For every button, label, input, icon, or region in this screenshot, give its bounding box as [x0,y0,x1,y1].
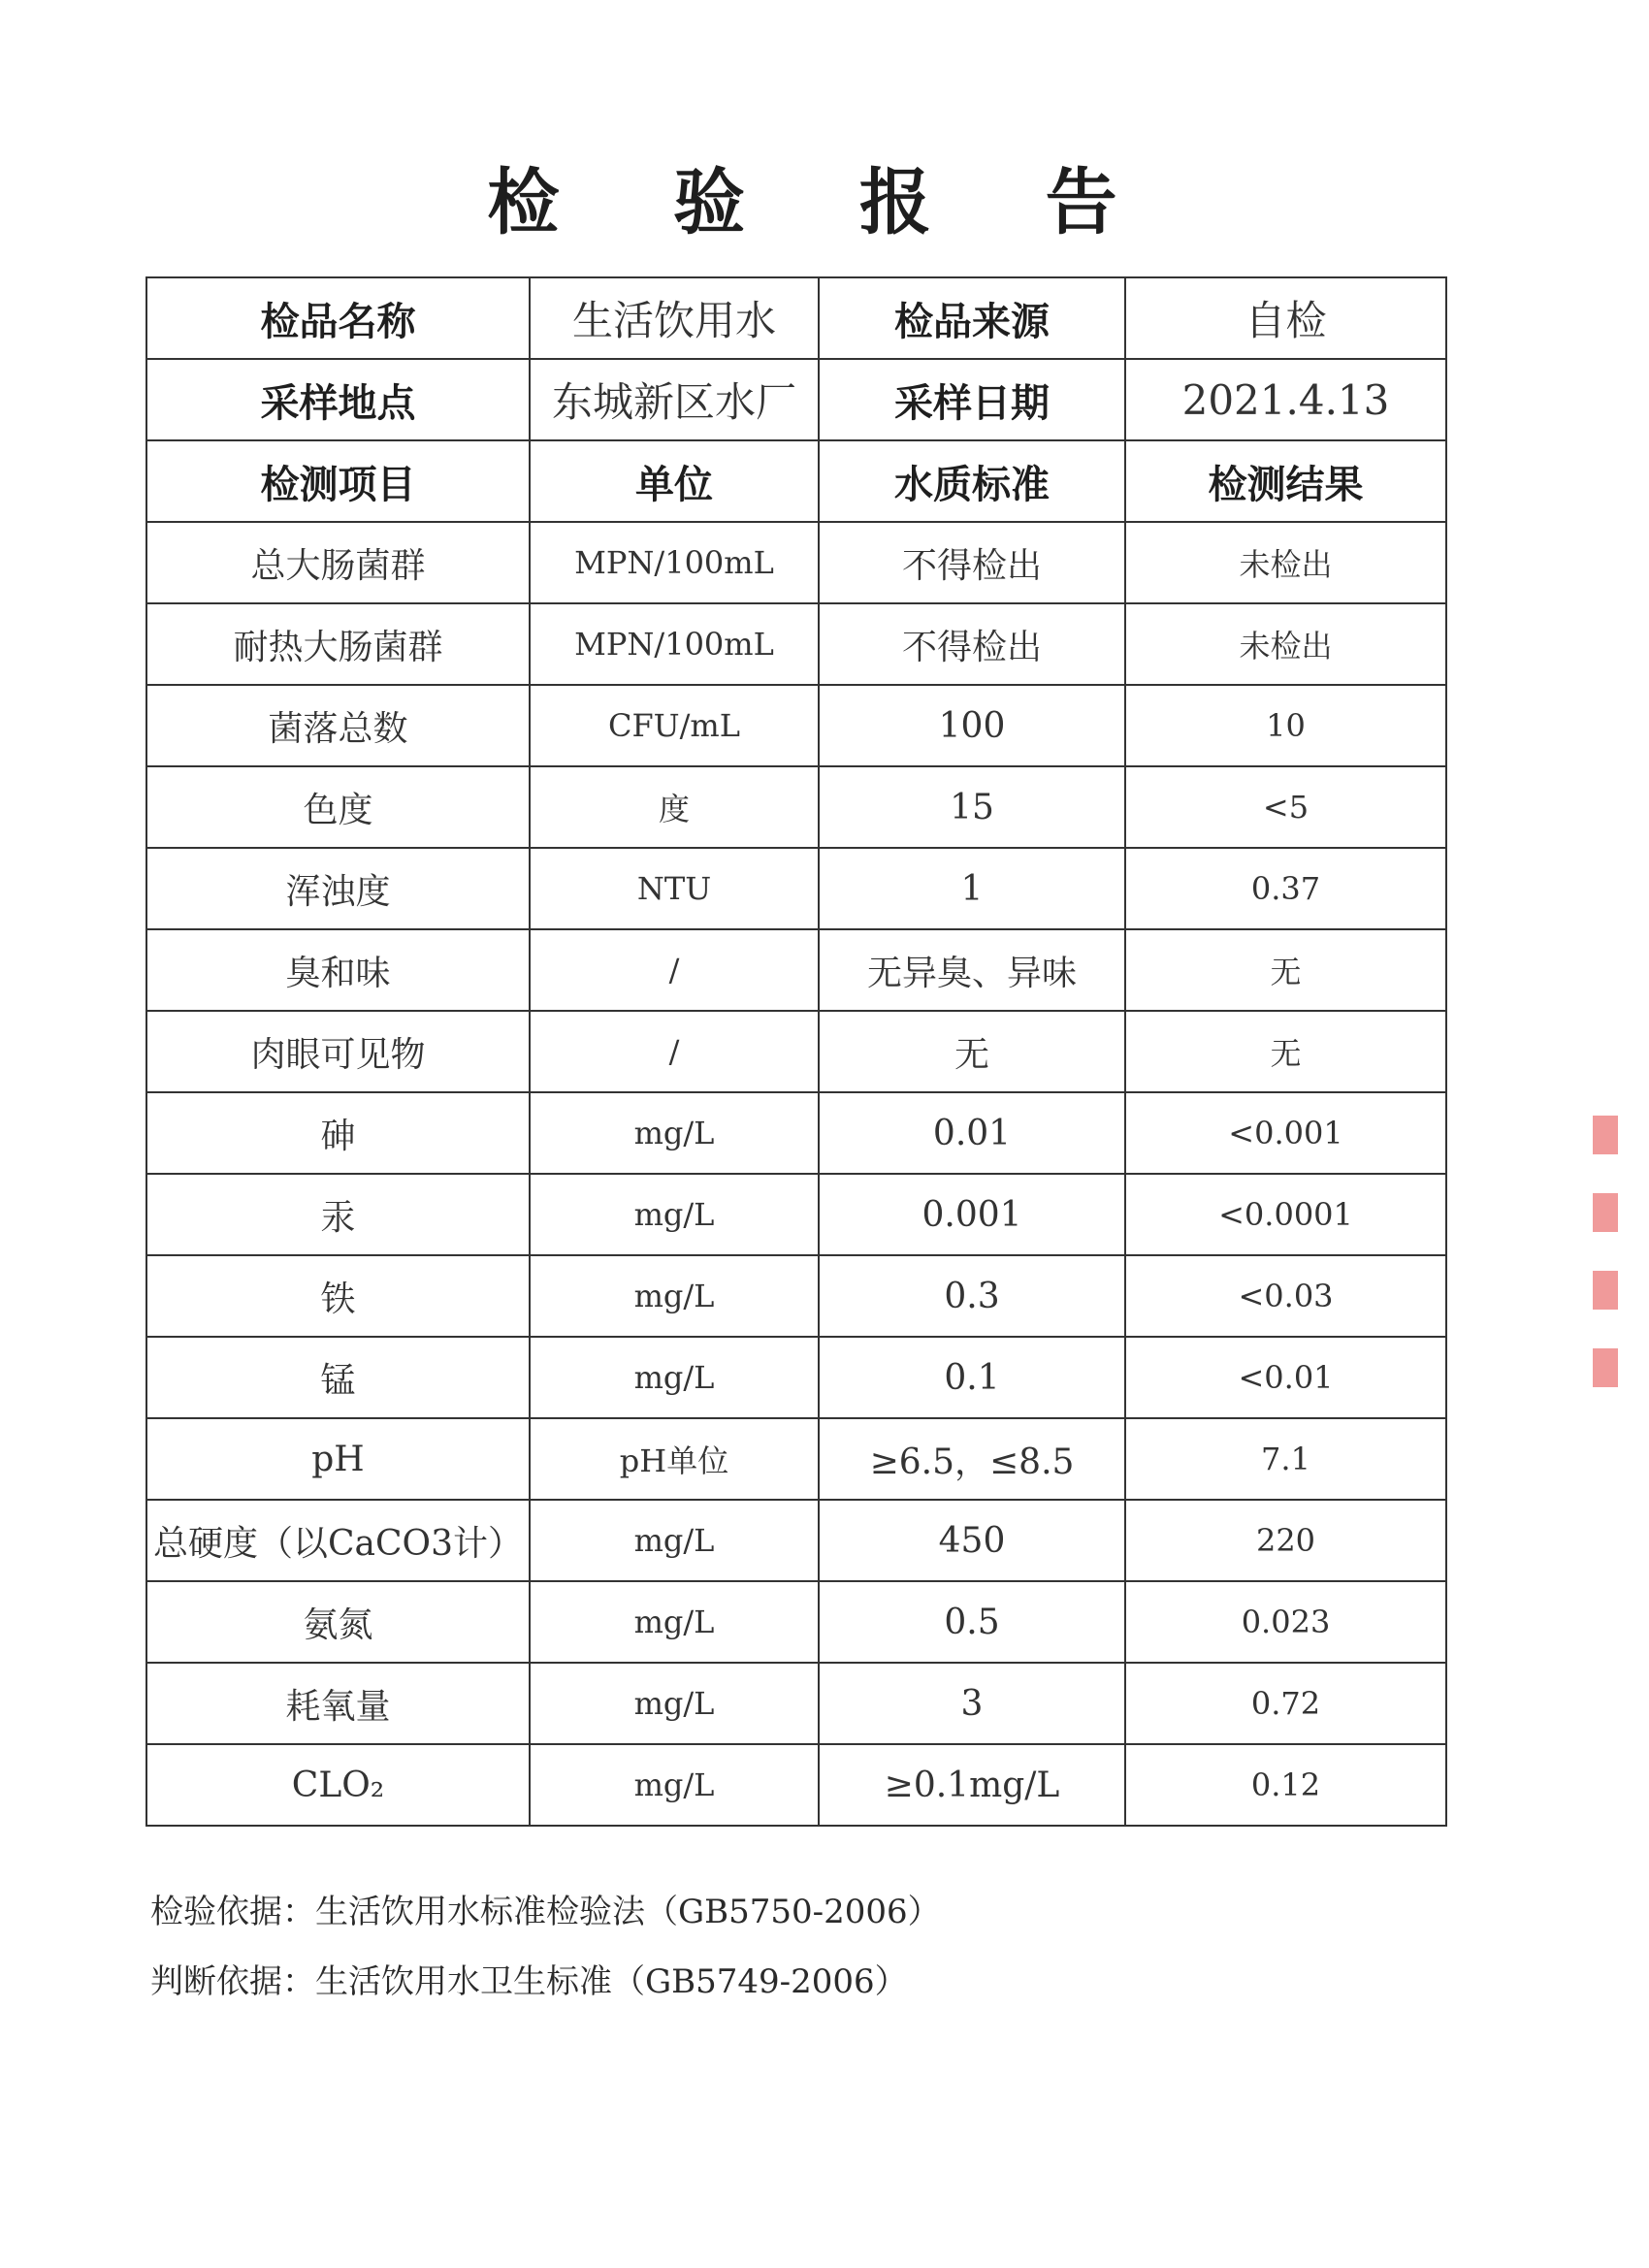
cell-result: <5 [1125,766,1446,848]
info-row-sampling [146,359,1446,440]
sample-name-value: 生活饮用水 [530,277,819,359]
red-seal-fragment [1593,1116,1618,1436]
cell-result: 0.72 [1125,1663,1446,1744]
cell-item: 氨氮 [146,1581,530,1663]
cell-result: 未检出 [1125,603,1446,685]
table-row [146,1337,1446,1418]
sample-source-value: 自检 [1125,277,1446,359]
cell-result: 7.1 [1125,1418,1446,1500]
cell-unit: mg/L [530,1092,819,1174]
cell-standard: 450 [819,1500,1125,1581]
table-row [146,1092,1446,1174]
cell-item: 臭和味 [146,929,530,1011]
cell-unit: / [530,929,819,1011]
cell-item: 汞 [146,1174,530,1255]
cell-result: 220 [1125,1500,1446,1581]
location-label: 采样地点 [146,359,530,440]
cell-item: 肉眼可见物 [146,1011,530,1092]
table-row [146,685,1446,766]
header-standard: 水质标准 [819,440,1125,522]
location-value: 东城新区水厂 [530,359,819,440]
cell-unit: mg/L [530,1744,819,1826]
cell-unit: NTU [530,848,819,929]
cell-item: 锰 [146,1337,530,1418]
cell-unit: MPN/100mL [530,603,819,685]
cell-unit: pH单位 [530,1418,819,1500]
cell-standard: 0.001 [819,1174,1125,1255]
header-item: 检测项目 [146,440,530,522]
table-row [146,1663,1446,1744]
cell-item: 浑浊度 [146,848,530,929]
cell-result: 0.023 [1125,1581,1446,1663]
cell-unit: 度 [530,766,819,848]
cell-result: 0.37 [1125,848,1446,929]
cell-item: 总大肠菌群 [146,522,530,603]
cell-unit: mg/L [530,1500,819,1581]
cell-unit: mg/L [530,1174,819,1255]
cell-result: 0.12 [1125,1744,1446,1826]
table-row [146,1011,1446,1092]
sample-name-label: 检品名称 [146,277,530,359]
judgment-note: 判断依据：生活饮用水卫生标准（GB5749-2006） [150,1962,908,2001]
cell-unit: mg/L [530,1663,819,1744]
cell-standard: 不得检出 [819,603,1125,685]
cell-item: 总硬度（以CaCO3计） [146,1500,530,1581]
cell-result: <0.0001 [1125,1174,1446,1255]
cell-standard: 0.3 [819,1255,1125,1337]
cell-standard: ≥6.5，≤8.5 [819,1418,1125,1500]
info-row-sample [146,277,1446,359]
sample-source-label: 检品来源 [819,277,1125,359]
cell-unit: mg/L [530,1337,819,1418]
basis-note: 检验依据：生活饮用水标准检验法（GB5750-2006） [150,1893,941,1931]
table-row [146,848,1446,929]
cell-standard: 无异臭、异味 [819,929,1125,1011]
report-title: 检 验 报 告 [487,161,1162,244]
cell-standard: 不得检出 [819,522,1125,603]
cell-item: 耗氧量 [146,1663,530,1744]
cell-unit: MPN/100mL [530,522,819,603]
cell-unit: mg/L [530,1581,819,1663]
cell-item: CLO₂ [146,1744,530,1826]
table-row [146,603,1446,685]
cell-item: 铁 [146,1255,530,1337]
cell-result: <0.001 [1125,1092,1446,1174]
table-row [146,1418,1446,1500]
report-table [146,276,1447,1827]
cell-unit: / [530,1011,819,1092]
table-row [146,929,1446,1011]
cell-standard: 3 [819,1663,1125,1744]
cell-item: pH [146,1418,530,1500]
cell-standard: 0.01 [819,1092,1125,1174]
cell-standard: 0.1 [819,1337,1125,1418]
cell-result: <0.03 [1125,1255,1446,1337]
cell-item: 菌落总数 [146,685,530,766]
cell-unit: mg/L [530,1255,819,1337]
cell-standard: 100 [819,685,1125,766]
cell-result: 10 [1125,685,1446,766]
cell-item: 色度 [146,766,530,848]
table-row [146,1174,1446,1255]
table-row [146,1581,1446,1663]
cell-result: 无 [1125,929,1446,1011]
table-row [146,766,1446,848]
cell-standard: ≥0.1mg/L [819,1744,1125,1826]
cell-unit: CFU/mL [530,685,819,766]
table-row [146,1744,1446,1826]
cell-result: 无 [1125,1011,1446,1092]
table-row [146,1255,1446,1337]
table-row [146,1500,1446,1581]
header-row [146,440,1446,522]
date-label: 采样日期 [819,359,1125,440]
cell-standard: 1 [819,848,1125,929]
notes [150,1877,941,2017]
cell-standard: 0.5 [819,1581,1125,1663]
cell-standard: 无 [819,1011,1125,1092]
header-unit: 单位 [530,440,819,522]
cell-result: <0.01 [1125,1337,1446,1418]
cell-item: 耐热大肠菌群 [146,603,530,685]
cell-standard: 15 [819,766,1125,848]
cell-item: 砷 [146,1092,530,1174]
date-value: 2021.4.13 [1125,359,1446,440]
table-row [146,522,1446,603]
cell-result: 未检出 [1125,522,1446,603]
header-result: 检测结果 [1125,440,1446,522]
